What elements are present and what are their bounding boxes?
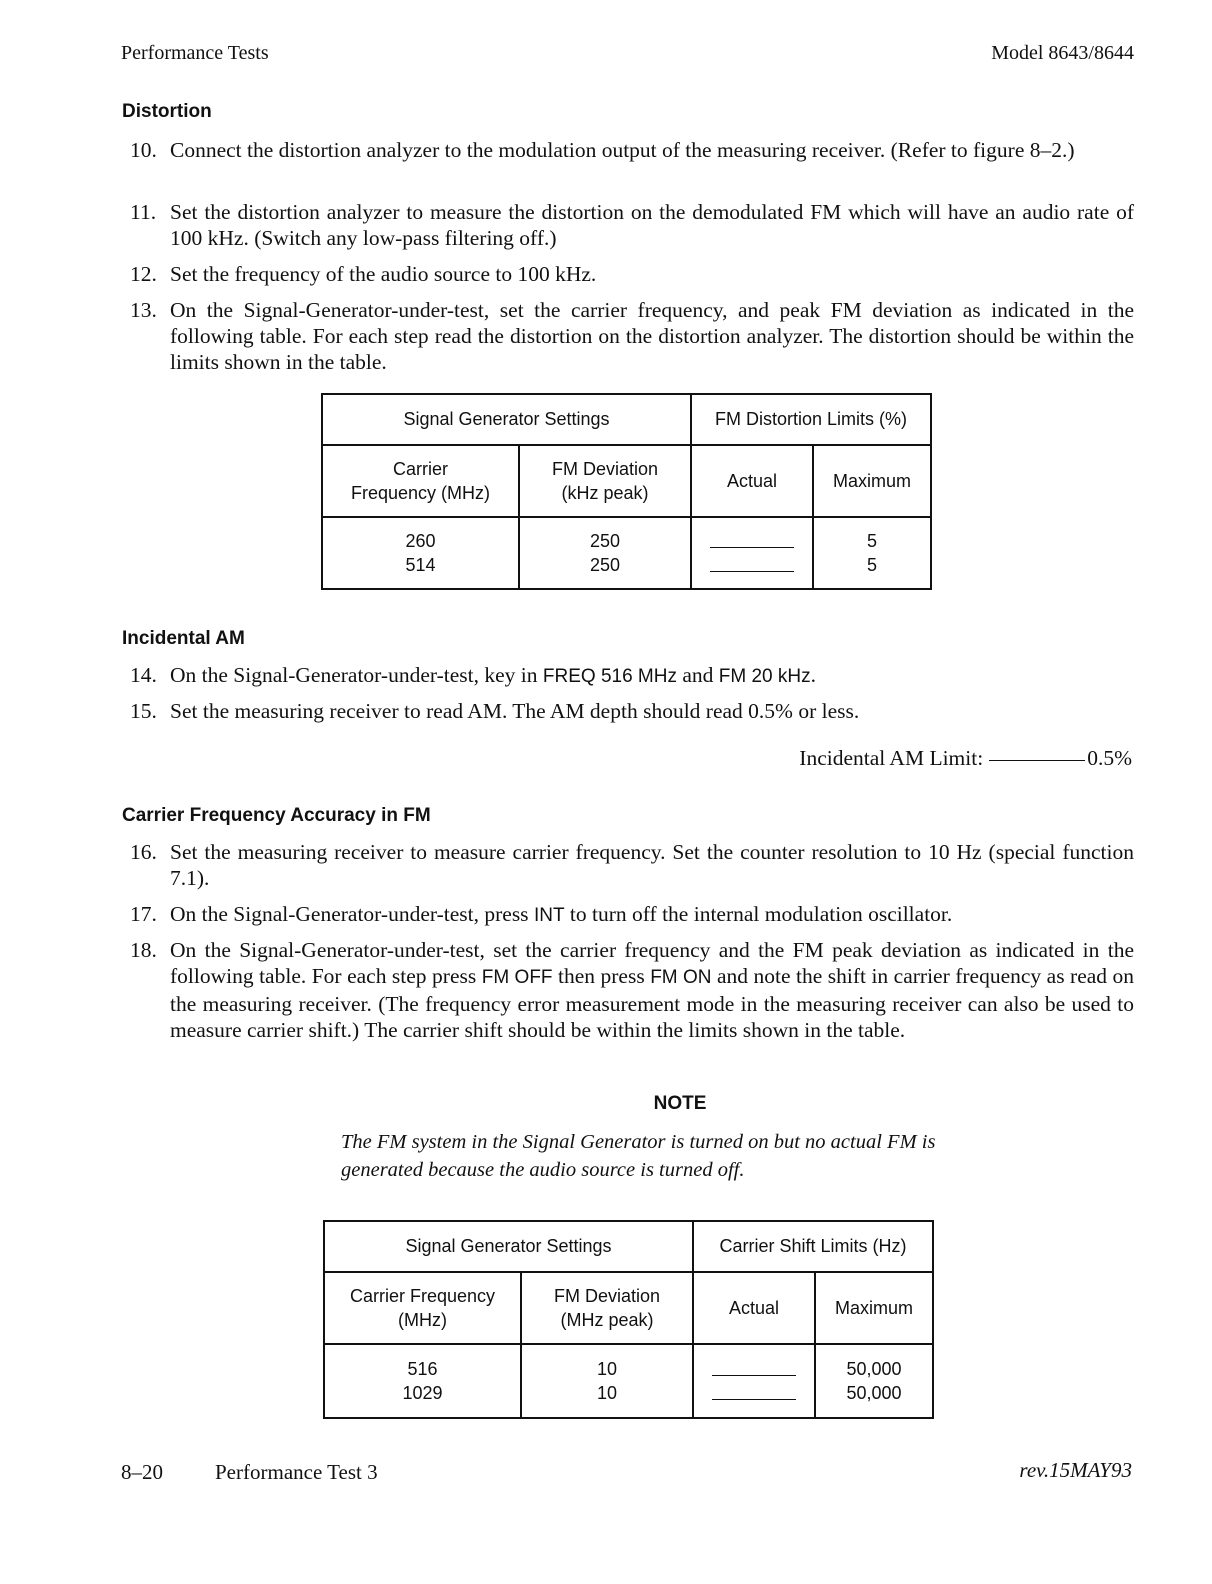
step-17 [130,901,1134,929]
actual-entry-blanks [693,1344,815,1418]
step-number: 16. [130,840,157,864]
step-11 [130,199,1134,251]
actual-entry-line[interactable] [710,553,794,572]
column-header-deviation: FM Deviation (MHz peak) [521,1272,693,1344]
limit-value: 0.5% [1087,746,1132,770]
header-model: Model 8643/8644 [991,42,1134,64]
column-header-maximum: Maximum [815,1272,933,1344]
note-heading: NOTE [653,1093,707,1114]
carrier-values: 516 1029 [324,1344,521,1418]
footer-page-number: 8–20 [121,1460,163,1484]
step-text: On the Signal-Generator-under-test, set the carrier frequency, and peak FM deviation as indicated in the following table. For each step read the distortion on the distortion analyzer. The distortion should be within the limits shown in the table. [170,298,1134,374]
limit-entry-line[interactable] [989,759,1085,761]
step-number: 17. [130,902,157,926]
key-fm: FM 20 kHz [718,666,811,687]
column-header-actual: Actual [693,1272,815,1344]
maximum-values: 5 5 [813,517,931,589]
carrier-values: 260 514 [322,517,519,589]
actual-entry-line[interactable] [712,1357,796,1376]
deviation-values: 250 250 [519,517,691,589]
step-number: 10. [130,138,157,162]
column-header-carrier: Carrier Frequency (MHz) [322,445,519,517]
heading-incidental-am: Incidental AM [122,628,245,649]
key-fm-off: FM OFF [481,967,553,988]
step-18 [130,937,1134,1043]
footer-revision: rev.15MAY93 [1019,1458,1132,1482]
column-header-actual: Actual [691,445,813,517]
step-number: 14. [130,663,157,687]
deviation-values: 10 10 [521,1344,693,1418]
step-16 [130,839,1134,891]
step-13 [130,297,1134,375]
key-freq: FREQ 516 MHz [542,666,677,687]
heading-carrier-frequency-accuracy: Carrier Frequency Accuracy in FM [122,805,431,826]
actual-entry-blanks [691,517,813,589]
note-text: The FM system in the Signal Generator is turned on but no actual FM is generated because the audio source is turned off. [341,1131,936,1181]
step-number: 13. [130,298,157,322]
step-number: 18. [130,938,157,962]
step-14 [130,662,1134,690]
step-15 [130,698,1134,724]
step-number: 12. [130,262,157,286]
step-number: 11. [130,200,157,224]
fm-distortion-table [321,393,932,590]
step-text: Connect the distortion analyzer to the modulation output of the measuring receiver. (Refer to figure 8–2.) [170,138,1075,162]
step-text: Set the measuring receiver to measure carrier frequency. Set the counter resolution to 10 Hz (special function 7.1). [170,840,1134,890]
maximum-values: 50,000 50,000 [815,1344,933,1418]
carrier-shift-table [323,1220,934,1419]
column-header-deviation: FM Deviation (kHz peak) [519,445,691,517]
table-group-header: Signal Generator Settings [324,1221,693,1272]
step-text: On the Signal-Generator-under-test, press INT to turn off the internal modulation oscillator. [170,902,953,926]
table-group-header: FM Distortion Limits (%) [691,394,931,445]
step-10 [130,137,1134,163]
step-12 [130,261,1134,287]
heading-distortion: Distortion [122,101,212,122]
step-text: On the Signal-Generator-under-test, set the carrier frequency and the FM peak deviation as indicated in the following table. For each step press FM OFF then press FM ON and note the shift in carrier frequency as read on the measuring receiver. (The frequency error measurement mode in the measuring receiver can also be used to measure carrier shift.) The carrier shift should be within the limits shown in the table. [170,938,1135,1042]
step-text: Set the frequency of the audio source to 100 kHz. [170,262,597,286]
step-text: Set the distortion analyzer to measure the distortion on the demodulated FM which will have an audio rate of 100 kHz. (Switch any low-pass filtering off.) [170,200,1134,250]
actual-entry-line[interactable] [712,1381,796,1400]
key-fm-on: FM ON [650,967,712,988]
incidental-am-limit [799,746,1132,771]
step-number: 15. [130,699,157,723]
header-section-title: Performance Tests [121,42,269,64]
step-text: On the Signal-Generator-under-test, key in FREQ 516 MHz and FM 20 kHz. [170,663,817,687]
step-text: Set the measuring receiver to read AM. The AM depth should read 0.5% or less. [170,699,860,723]
actual-entry-line[interactable] [710,529,794,548]
table-group-header: Signal Generator Settings [322,394,691,445]
column-header-maximum: Maximum [813,445,931,517]
column-header-carrier: Carrier Frequency (MHz) [324,1272,521,1344]
limit-label: Incidental AM Limit: [799,746,984,770]
footer-title: Performance Test 3 [215,1460,378,1484]
key-int: INT [533,905,565,926]
table-group-header: Carrier Shift Limits (Hz) [693,1221,933,1272]
